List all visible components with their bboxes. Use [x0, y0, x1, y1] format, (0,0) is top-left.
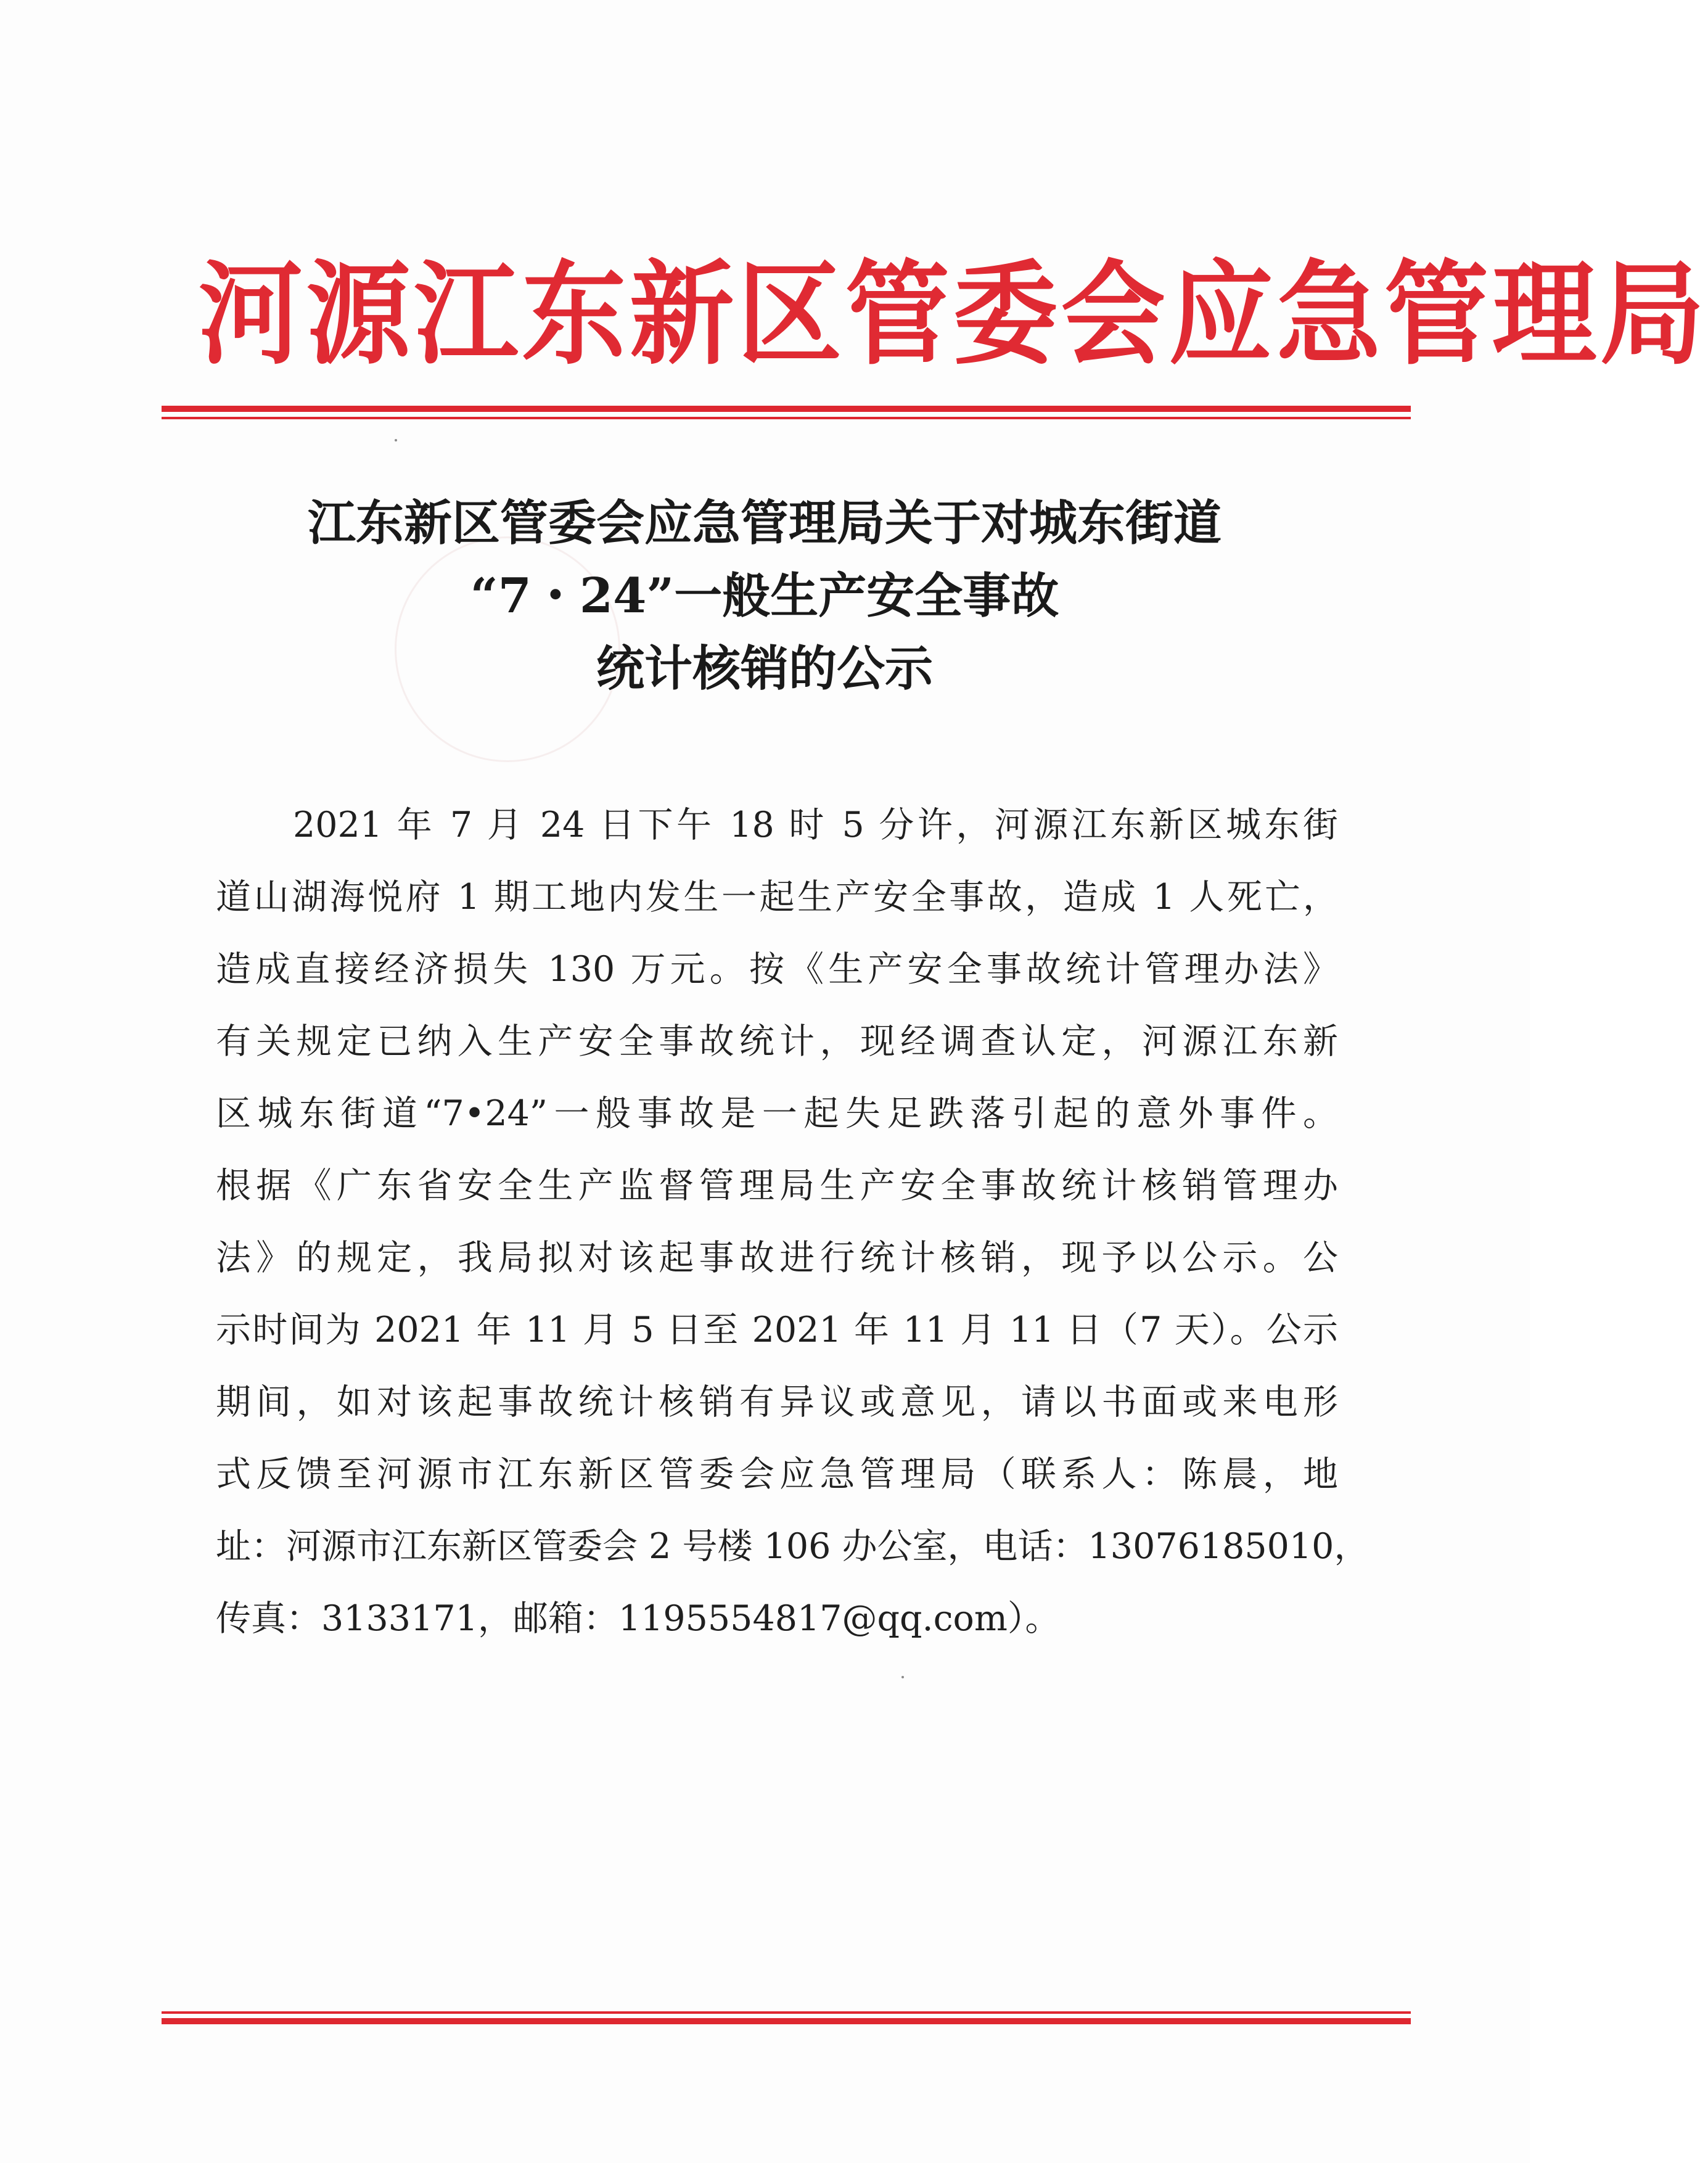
body-line: 式反馈至河源市江东新区管委会应急管理局（联系人：陈晨，地 [216, 1454, 1338, 1495]
body-line: 2021 年 7 月 24 日下午 18 时 5 分许，河源江东新区城东街 [293, 805, 1338, 845]
body-line: 道山湖海悦府 1 期工地内发生一起生产安全事故，造成 1 人死亡， [216, 877, 1338, 917]
body-line: 法》的规定，我局拟对该起事故进行统计核销，现予以公示。公 [216, 1237, 1338, 1278]
body-line: 期间，如对该起事故统计核销有异议或意见，请以书面或来电形 [216, 1382, 1338, 1422]
body-line: 区城东街道“7•24”一般事故是一起失足跌落引起的意外事件。 [216, 1093, 1338, 1134]
masthead-red-rule [162, 406, 1411, 419]
red-rule-thin [162, 417, 1411, 419]
body-line: 根据《广东省安全生产监督管理局生产安全事故统计核销管理办 [216, 1165, 1338, 1206]
title-line-3: 统计核销的公示 [596, 641, 933, 697]
document-title [185, 487, 1344, 705]
scan-speck [395, 439, 397, 441]
body-line: 址：河源市江东新区管委会 2 号楼 106 办公室，电话：13076185010， [216, 1526, 1369, 1567]
scan-speck [901, 1676, 904, 1678]
body-line: 造成直接经济损失 130 万元。按《生产安全事故统计管理办法》 [216, 949, 1338, 990]
red-rule-thick [162, 406, 1411, 412]
body-line: 有关规定已纳入生产安全事故统计，现经调查认定，河源江东新 [216, 1021, 1338, 1062]
body-line: 传真：3133171，邮箱：1195554817@qq.com）。 [216, 1598, 1061, 1639]
red-rule-thin [162, 2011, 1411, 2014]
title-line-2: “7・24”一般生产安全事故 [470, 568, 1059, 624]
title-line-1: 江东新区管委会应急管理局关于对城东街道 [307, 495, 1221, 551]
body-line: 示时间为 2021 年 11 月 5 日至 2021 年 11 月 11 日（7 天）。公示 [216, 1310, 1338, 1350]
notice-body [216, 789, 1369, 1655]
masthead-org-name: 河源江东新区管委会应急管理局 [198, 249, 1708, 380]
footer-red-rule [162, 2011, 1411, 2024]
red-rule-thick [162, 2018, 1411, 2024]
